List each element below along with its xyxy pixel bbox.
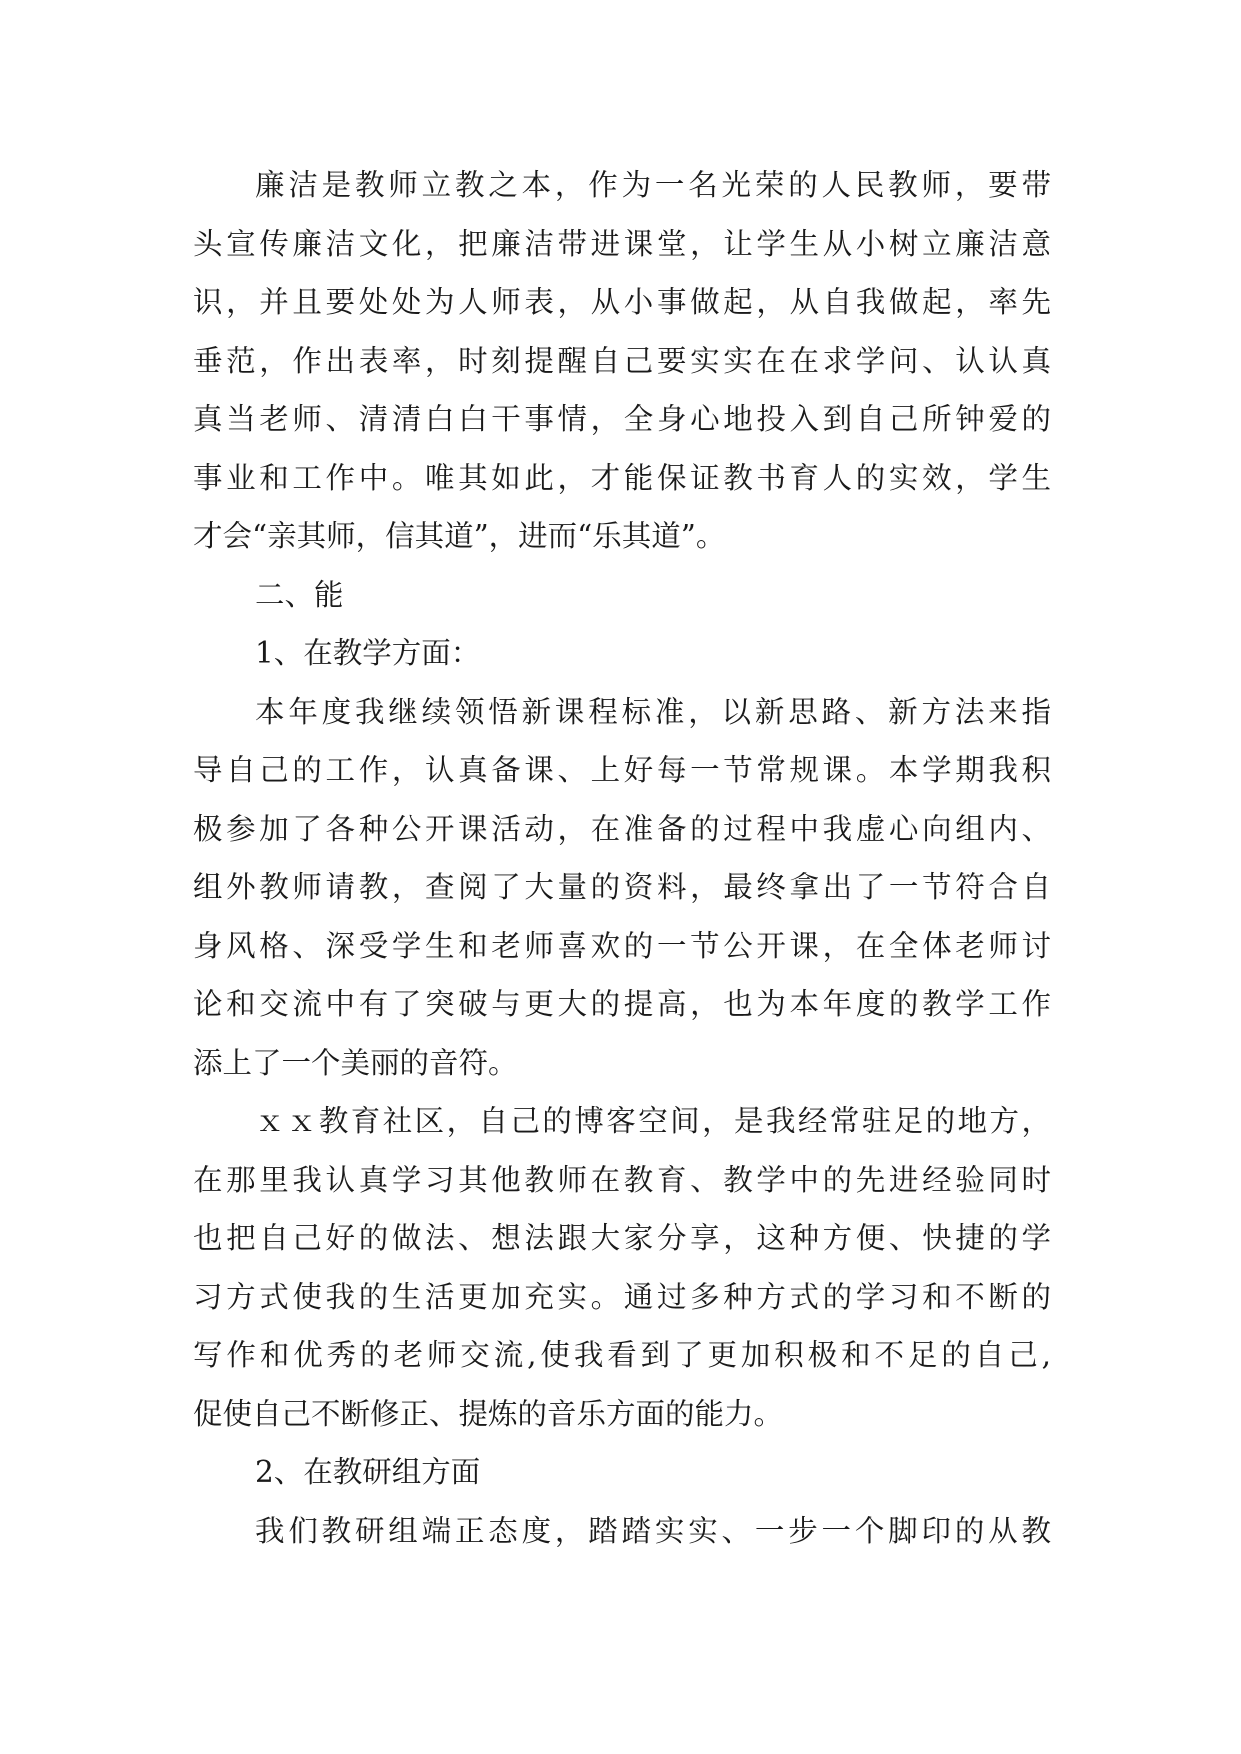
paragraph-line: 廉洁是教师立教之本，作为一名光荣的人民教师，要带: [255, 168, 1051, 202]
paragraph-line: 也把自己好的做法、想法跟大家分享，这种方便、快捷的学: [193, 1221, 1051, 1255]
paragraph-line: 习方式使我的生活更加充实。通过多种方式的学习和不断的: [193, 1279, 1051, 1314]
paragraph-line: 头宣传廉洁文化，把廉洁带进课堂，让学生从小树立廉洁意: [193, 226, 1051, 261]
paragraph-line: 写作和优秀的老师交流,使我看到了更加积极和不足的自己,: [193, 1338, 1051, 1372]
paragraph-line: 促使自己不断修正、提炼的音乐方面的能力。: [193, 1396, 784, 1431]
paragraph-line: 身风格、深受学生和老师喜欢的一节公开课，在全体老师讨: [193, 928, 1051, 963]
paragraph-line: 真当老师、清清白白干事情，全身心地投入到自己所钟爱的: [193, 402, 1051, 436]
paragraph-line: 论和交流中有了突破与更大的提高，也为本年度的教学工作: [193, 987, 1051, 1021]
paragraph-line: 组外教师请教，查阅了大量的资料，最终拿出了一节符合自: [193, 870, 1051, 904]
paragraph-line: 本年度我继续领悟新课程标准，以新思路、新方法来指: [255, 694, 1051, 729]
paragraph-line: 导自己的工作，认真备课、上好每一节常规课。本学期我积: [193, 753, 1051, 787]
paragraph-line: 识，并且要处处为人师表，从小事做起，从自我做起，率先: [193, 285, 1051, 319]
subsection-heading: 2、在教研组方面: [255, 1455, 481, 1489]
subsection-heading: 1、在教学方面：: [255, 636, 481, 670]
paragraph-line: 在那里我认真学习其他教师在教育、教学中的先进经验同时: [193, 1162, 1051, 1197]
section-heading: 二、能: [255, 577, 344, 612]
paragraph-line: ｘｘ教育社区，自己的博客空间，是我经常驻足的地方，: [255, 1104, 1051, 1138]
paragraph-line: 极参加了各种公开课活动，在准备的过程中我虚心向组内、: [193, 811, 1051, 846]
paragraph-line: 才会“亲其师，信其道”，进而“乐其道”。: [193, 519, 726, 553]
document-body: [193, 156, 1051, 1560]
paragraph-line: 垂范，作出表率，时刻提醒自己要实实在在求学问、认认真: [193, 343, 1051, 378]
paragraph-line: 添上了一个美丽的音符。: [193, 1045, 518, 1080]
paragraph-line: 我们教研组端正态度，踏踏实实、一步一个脚印的从教: [255, 1513, 1051, 1548]
paragraph-line: 事业和工作中。唯其如此，才能保证教书育人的实效，学生: [193, 460, 1051, 495]
